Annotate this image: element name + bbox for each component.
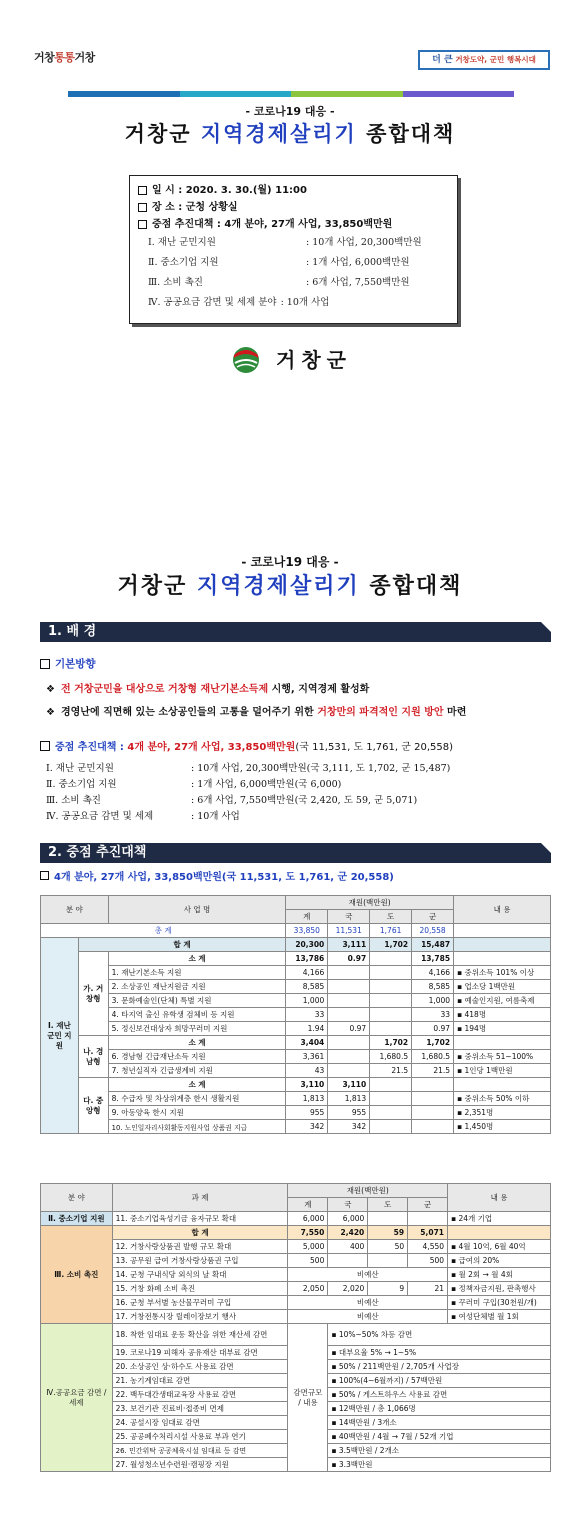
table-cell: ▪ 3.5백만원 / 2개소 — [328, 1444, 551, 1458]
table-cell: ▪ 2,351명 — [454, 1106, 551, 1120]
table-cell: 7. 청년실직자 긴급생계비 지원 — [108, 1064, 286, 1078]
table-cell — [370, 980, 412, 994]
table-cell: 비예산 — [288, 1268, 448, 1282]
table-cell: Ⅳ.공공요금 감면 / 세제 — [41, 1324, 113, 1472]
plan-item: Ⅲ. 소비 촉진 : 6개 사업, 7,550백만원(국 2,420, 도 59, 군 5,071) — [46, 795, 418, 806]
table-cell: Ⅲ. 소비 촉진 — [41, 1226, 113, 1324]
table-cell — [454, 1078, 551, 1092]
table-cell: ▪ 40백만원 / 4월 → 7월 / 52개 기업 — [328, 1430, 551, 1444]
table-cell: 13,785 — [412, 952, 454, 966]
table-cell: 분 야 — [41, 1184, 113, 1212]
table-cell — [370, 952, 412, 966]
table-cell: 19. 코로나19 피해자 공유재산 대부료 감면 — [112, 1346, 288, 1360]
checkbox-icon — [138, 203, 147, 212]
meeting-info-box: 일 시 : 2020. 3. 30.(월) 11:00 장 소 : 군청 상황실 중점 추진대책 : 4개 분야, 27개 사업, 33,850백만원 Ⅰ. 재난 군민지원 : 10개 사업, 20,300백만원 Ⅱ. 중소기업 지원 : 1개 사업, 6,000백만원 Ⅲ. 소비 촉진 : 6개 사업, 7,550백만원 Ⅳ. 공공요금 감면 및 세제 분야 : 10개 사업 — [129, 175, 458, 324]
table-cell: ▪ 1인당 1백만원 — [454, 1064, 551, 1078]
table-cell: 21. 농기계임대료 감면 — [112, 1374, 288, 1388]
table-cell: 0.97 — [328, 952, 370, 966]
table-cell: ▪ 중위소득 51~100% — [454, 1050, 551, 1064]
table-cell: 4,550 — [408, 1240, 448, 1254]
table-cell: Ⅰ. 재난 군민 지원 — [41, 938, 79, 1134]
table-cell: 5,000 — [288, 1240, 328, 1254]
table-cell: ▪ 418명 — [454, 1008, 551, 1022]
table-cell: 6. 경남형 긴급재난소득 지원 — [108, 1050, 286, 1064]
table-cell: ▪ 꾸러미 구입(30천원/개) — [448, 1296, 551, 1310]
table-cell: ▪ 대부요율 5% → 1~5% — [328, 1346, 551, 1360]
slogan-banner: 더 큰 거창도약, 군민 행복시대 — [418, 50, 550, 70]
table-cell: ▪ 10%~50% 차등 감면 — [328, 1324, 551, 1346]
table-cell: 15. 거창 화폐 소비 촉진 — [112, 1282, 288, 1296]
table-cell: 2,050 — [288, 1282, 328, 1296]
table-cell — [454, 1036, 551, 1050]
table-cell: 0.97 — [412, 1022, 454, 1036]
table-cell: 22. 백두대간생태교육장 사용료 감면 — [112, 1388, 288, 1402]
table-cell: 합 계 — [112, 1226, 288, 1240]
table-cell: 재원(백만원) — [286, 896, 454, 910]
table-cell: 8,585 — [412, 980, 454, 994]
table-cell: 50 — [368, 1240, 408, 1254]
checkbox-icon — [138, 186, 147, 195]
table-row — [41, 994, 551, 1008]
table-cell: 33 — [286, 1008, 328, 1022]
table-cell: 내 용 — [454, 896, 551, 924]
table-cell: 25. 공공폐수처리시설 사용료 부과 연기 — [112, 1430, 288, 1444]
body-subtitle: - 코로나19 대응 - — [241, 555, 339, 569]
table-cell: 2,020 — [328, 1282, 368, 1296]
table-cell — [412, 1078, 454, 1092]
table-cell: ▪ 급여의 20% — [448, 1254, 551, 1268]
table-cell: ▪ 24개 기업 — [448, 1212, 551, 1226]
table-cell: 13. 공무원 급여 거창사랑상품권 구입 — [112, 1254, 288, 1268]
table-cell: 1,813 — [286, 1092, 328, 1106]
table-cell: ▪ 12백만원 / 총 1,066명 — [328, 1402, 551, 1416]
table-cell: 12. 거창사랑상품권 발행 규모 확대 — [112, 1240, 288, 1254]
table-cell: 계 — [286, 910, 328, 924]
table-cell — [412, 1120, 454, 1134]
table-cell: 5. 정신보건대상자 희망꾸러미 지원 — [108, 1022, 286, 1036]
table-row — [41, 1022, 551, 1036]
table-row — [41, 966, 551, 980]
table-cell: 21.5 — [412, 1064, 454, 1078]
table-cell: ▪ 50% / 211백만원 / 2,705개 사업장 — [328, 1360, 551, 1374]
table-cell: 18. 착한 임대료 운동 확산을 위한 재산세 감면 — [112, 1324, 288, 1346]
table-cell: 20. 소상공인 상·하수도 사용료 감면 — [112, 1360, 288, 1374]
table-cell: 4,166 — [286, 966, 328, 980]
table-row — [41, 980, 551, 994]
table-cell: 재원(백만원) — [288, 1184, 448, 1198]
table-cell: 1,000 — [286, 994, 328, 1008]
table-cell — [328, 1008, 370, 1022]
table-row — [41, 1064, 551, 1078]
table-cell: 1,702 — [370, 938, 412, 952]
table-cell: ▪ 중위소득 50% 이하 — [454, 1092, 551, 1106]
table-cell: ▪ 3.3백만원 — [328, 1458, 551, 1472]
table-cell: 59 — [368, 1226, 408, 1240]
table-cell — [368, 1254, 408, 1268]
table-row — [41, 1310, 551, 1324]
table-cell: 가. 거창형 — [78, 952, 108, 1036]
table-row — [41, 1296, 551, 1310]
table-row — [41, 1092, 551, 1106]
table-cell — [328, 1036, 370, 1050]
subtotal-row — [41, 938, 551, 952]
table-cell — [328, 1050, 370, 1064]
table-row — [41, 1050, 551, 1064]
gochang-logo: 거창통통거창 — [34, 51, 95, 64]
checkbox-icon — [40, 871, 49, 880]
table-cell: 내 용 — [448, 1184, 551, 1212]
table-cell: 나. 경남형 — [78, 1036, 108, 1078]
plan-item: Ⅱ. 중소기업 지원 : 1개 사업, 6,000백만원(국 6,000) — [46, 779, 342, 790]
table-cell: 3,361 — [286, 1050, 328, 1064]
table-cell: 국 — [328, 910, 370, 924]
table-cell: 과 제 — [112, 1184, 288, 1212]
table-row — [41, 1324, 551, 1346]
table-cell: 감면규모 / 내용 — [288, 1324, 328, 1472]
table-cell — [370, 1092, 412, 1106]
table-cell: 사 업 명 — [108, 896, 286, 924]
direction-bullet-2: ❖ 경영난에 직면해 있는 소상공인들의 고통을 덜어주기 위한 거창만의 파격적인 지원 방안 마련 — [46, 707, 467, 718]
table-cell: 955 — [286, 1106, 328, 1120]
table-cell: 소 계 — [108, 1036, 286, 1050]
cover-subtitle: - 코로나19 대응 - — [245, 105, 335, 118]
checkbox-icon — [40, 741, 50, 751]
plan-item: Ⅳ. 공공요금 감면 및 세제 : 10개 사업 — [46, 811, 240, 822]
table-cell: 6,000 — [288, 1212, 328, 1226]
table-cell: 43 — [286, 1064, 328, 1078]
table-cell — [370, 1106, 412, 1120]
table-cell — [412, 1092, 454, 1106]
table-cell — [328, 1064, 370, 1078]
table-cell: 4. 타지역 출신 유학생 검체비 등 지원 — [108, 1008, 286, 1022]
table-cell — [370, 1078, 412, 1092]
table-cell — [328, 1254, 368, 1268]
other-measures-table — [40, 1183, 551, 1472]
checkbox-icon — [138, 220, 147, 229]
table-cell: 16. 군청 부서별 농산물꾸러미 구입 — [112, 1296, 288, 1310]
table-cell: 3,110 — [328, 1078, 370, 1092]
table-row — [41, 1008, 551, 1022]
table-cell: 3. 문화예술인(단체) 특별 지원 — [108, 994, 286, 1008]
table-cell — [448, 1226, 551, 1240]
table-cell — [454, 952, 551, 966]
table-cell: 5,071 — [408, 1226, 448, 1240]
table-cell: ▪ 50% / 게스트하우스 사용료 감면 — [328, 1388, 551, 1402]
table-cell: ▪ 4월 10억, 6월 40억 — [448, 1240, 551, 1254]
table-cell: 3,110 — [286, 1078, 328, 1092]
table-cell: 13,786 — [286, 952, 328, 966]
direction-bullet-1: ❖ 전 거창군민을 대상으로 거창형 재난기본소득제 시행, 지역경제 활성화 — [46, 684, 370, 695]
table-cell: 20,558 — [412, 924, 454, 938]
table-cell: 군 — [408, 1198, 448, 1212]
table-cell: 8. 수급자 및 차상위계층 한시 생활지원 — [108, 1092, 286, 1106]
table-cell — [408, 1212, 448, 1226]
table-row — [41, 1268, 551, 1282]
table-cell: 소 계 — [108, 952, 286, 966]
section-2-header: 2. 중점 추진대책 — [40, 843, 551, 863]
table-cell: ▪ 여성단체별 월 1회 — [448, 1310, 551, 1324]
table-cell: 20,300 — [286, 938, 328, 952]
table-cell — [412, 1106, 454, 1120]
table-cell — [370, 1022, 412, 1036]
table-cell: 9 — [368, 1282, 408, 1296]
table-cell: 21.5 — [370, 1064, 412, 1078]
basic-direction-heading: 기본방향 — [40, 656, 96, 671]
table-cell: 합 계 — [78, 938, 286, 952]
table-cell: 분 야 — [41, 896, 109, 924]
table-cell: 9. 아동양육 한시 지원 — [108, 1106, 286, 1120]
table-cell: 6,000 — [328, 1212, 368, 1226]
table-cell: 17. 거창전통시장 릴레이장보기 행사 — [112, 1310, 288, 1324]
table-cell: 2. 소상공인 재난지원금 지원 — [108, 980, 286, 994]
table-cell: 1,680.5 — [370, 1050, 412, 1064]
table-cell: 500 — [288, 1254, 328, 1268]
table-cell: 도 — [370, 910, 412, 924]
table-cell: 8,585 — [286, 980, 328, 994]
table-cell: 1,680.5 — [412, 1050, 454, 1064]
table-cell — [370, 966, 412, 980]
table-cell: 15,487 — [412, 938, 454, 952]
table-row — [41, 1120, 551, 1134]
table-cell: 7,550 — [288, 1226, 328, 1240]
table-cell: 1. 재난기본소득 지원 — [108, 966, 286, 980]
color-bar — [68, 91, 514, 97]
table-cell: 11,531 — [328, 924, 370, 938]
table-cell: 33,850 — [286, 924, 328, 938]
table-cell: 3,404 — [286, 1036, 328, 1050]
table-cell: ▪ 14백만원 / 3개소 — [328, 1416, 551, 1430]
table-cell: 2,420 — [328, 1226, 368, 1240]
table-cell: 군 — [412, 910, 454, 924]
table-cell: 계 — [288, 1198, 328, 1212]
table-cell: 0.97 — [328, 1022, 370, 1036]
table-cell: Ⅱ. 중소기업 지원 — [41, 1212, 113, 1226]
table-cell: 소 계 — [108, 1078, 286, 1092]
table-cell — [370, 1008, 412, 1022]
body-title: 거창군 지역경제살리기 종합대책 — [117, 574, 463, 599]
table-cell: 국 — [328, 1198, 368, 1212]
table-cell: ▪ 정책자금지원, 판촉행사 — [448, 1282, 551, 1296]
table-cell: 342 — [286, 1120, 328, 1134]
table-cell — [328, 994, 370, 1008]
section-1-header: 1. 배 경 — [40, 622, 551, 642]
table-cell: 비예산 — [288, 1310, 448, 1324]
table-cell: ▪ 1,450명 — [454, 1120, 551, 1134]
table-cell: ▪ 예술인지원, 여름축제 — [454, 994, 551, 1008]
table-row — [41, 1240, 551, 1254]
table-cell: 24. 공설시장 임대료 감면 — [112, 1416, 288, 1430]
table-cell: 27. 월성청소년수련원·캠핑장 지원 — [112, 1458, 288, 1472]
table-cell: 10. 노인일자리사회활동지원사업 상품권 지급 — [108, 1120, 286, 1134]
table-cell: 다. 중앙형 — [78, 1078, 108, 1134]
table-cell: 23. 보건기관 진료비·접종비 면제 — [112, 1402, 288, 1416]
table-cell: 33 — [412, 1008, 454, 1022]
table-cell: 비예산 — [288, 1296, 448, 1310]
table-cell: 총 계 — [41, 924, 286, 938]
table-cell: 도 — [368, 1198, 408, 1212]
table-cell — [454, 924, 551, 938]
table-cell: 4,166 — [412, 966, 454, 980]
table-cell: ▪ 업소당 1백만원 — [454, 980, 551, 994]
table-cell: 1,813 — [328, 1092, 370, 1106]
table-cell: 14. 군청 구내식당 외식의 날 확대 — [112, 1268, 288, 1282]
focus-plan-heading: 중점 추진대책 : 4개 분야, 27개 사업, 33,850백만원 (국 11,531, 도 1,761, 군 20,558) — [40, 738, 453, 753]
table-cell: 500 — [408, 1254, 448, 1268]
table-cell: 955 — [328, 1106, 370, 1120]
table-cell: 1,761 — [370, 924, 412, 938]
table-cell: 26. 민간위탁 공공체육시설 임대료 등 감면 — [112, 1444, 288, 1458]
table-cell: 1,702 — [412, 1036, 454, 1050]
table-cell — [328, 966, 370, 980]
table-cell: ▪ 중위소득 101% 이상 — [454, 966, 551, 980]
table-cell — [370, 1120, 412, 1134]
table-cell: 1,000 — [412, 994, 454, 1008]
table-cell: 11. 중소기업육성기금 융자규모 확대 — [112, 1212, 288, 1226]
table-cell: ▪ 194명 — [454, 1022, 551, 1036]
table-cell — [368, 1212, 408, 1226]
table-row — [41, 1254, 551, 1268]
table-cell: 3,111 — [328, 938, 370, 952]
table-cell: 1.94 — [286, 1022, 328, 1036]
table-row — [41, 1212, 551, 1226]
table-cell: ▪ 월 2회 → 월 4회 — [448, 1268, 551, 1282]
table-cell: 342 — [328, 1120, 370, 1134]
table-row — [41, 1106, 551, 1120]
disaster-support-table — [40, 895, 551, 1134]
table-cell — [454, 938, 551, 952]
checkbox-icon — [40, 659, 50, 669]
table-cell: ▪ 100%(4~6월까지) / 57백만원 — [328, 1374, 551, 1388]
plan-item: Ⅰ. 재난 군민지원 : 10개 사업, 20,300백만원(국 3,111, 도 1,702, 군 15,487) — [46, 763, 451, 774]
table-row — [41, 1282, 551, 1296]
table-cell — [370, 994, 412, 1008]
county-emblem-icon — [231, 345, 261, 375]
cover-title: 거창군 지역경제살리기 종합대책 — [124, 122, 456, 146]
county-name: 거창군 — [276, 348, 352, 372]
table-cell — [328, 980, 370, 994]
grand-total-row — [41, 924, 551, 938]
table-cell: 21 — [408, 1282, 448, 1296]
section-2-summary: 4개 분야, 27개 사업, 33,850백만원(국 11,531, 도 1,761, 군 20,558) — [40, 868, 394, 883]
table-cell: 400 — [328, 1240, 368, 1254]
table-cell: 1,702 — [370, 1036, 412, 1050]
